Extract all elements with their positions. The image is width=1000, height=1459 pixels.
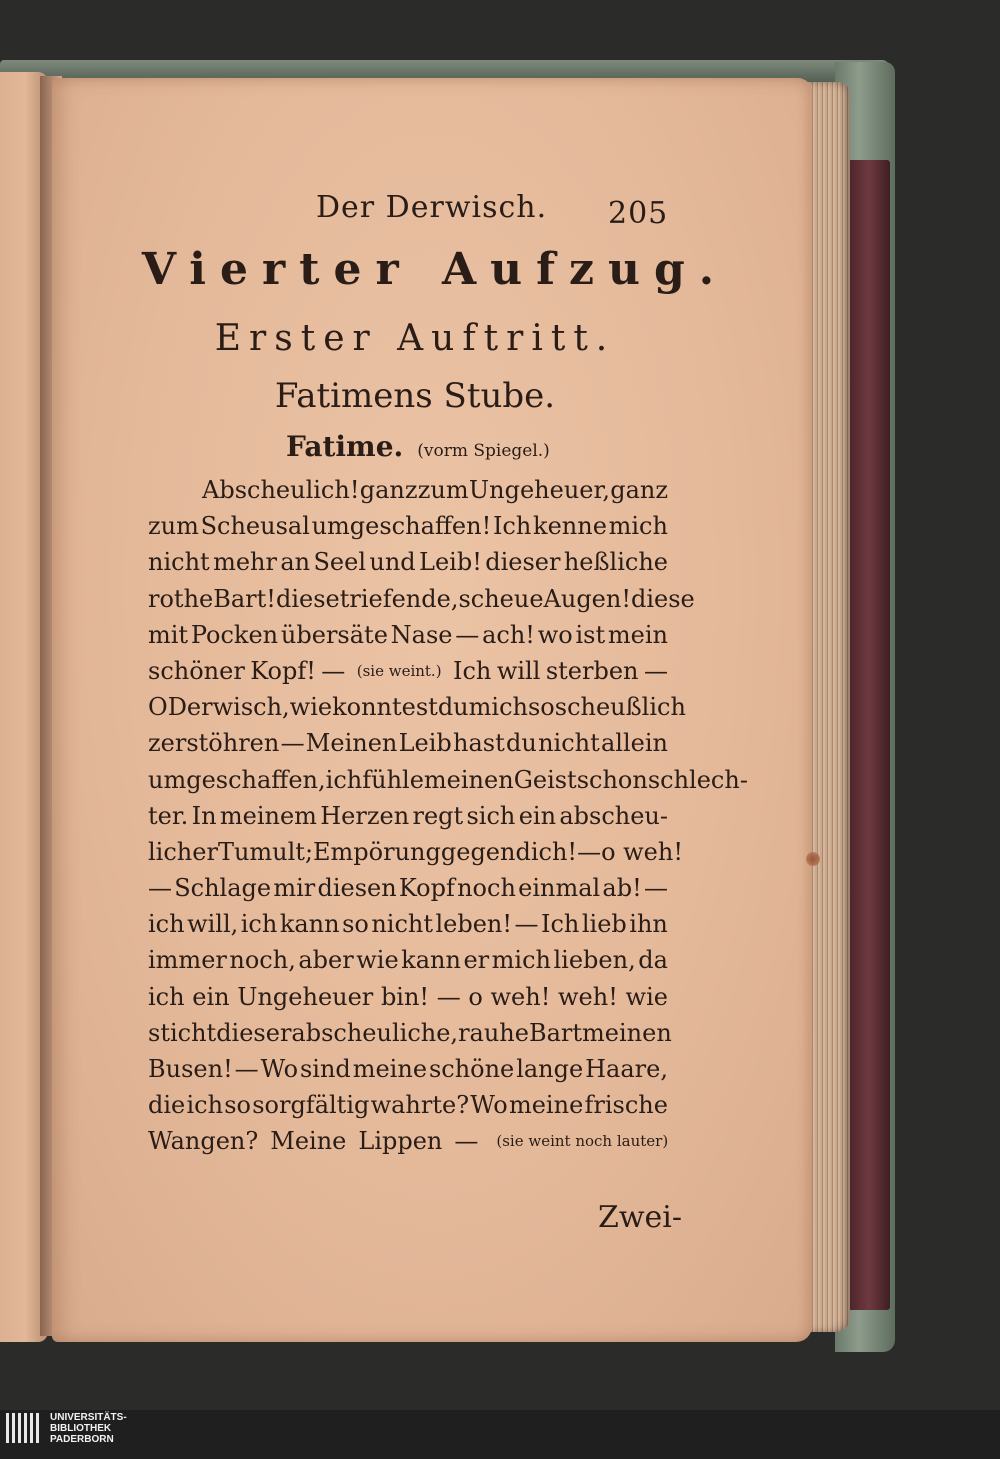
word: mein [607,620,668,649]
word: schöne [428,1055,515,1083]
word: rauhe [458,1018,529,1047]
word: ich [148,910,185,939]
word: Wo [470,1091,508,1120]
library-name-line: UNIVERSITÄTS- [50,1412,127,1423]
word: allein [600,729,668,758]
word: zerstöhren [148,729,280,758]
word: meine [352,1055,428,1083]
word: Seel [313,548,366,577]
word: ich [148,982,185,1011]
word: sticht [148,1018,217,1047]
stage-direction: (sie weint.) [356,661,442,680]
word: zum [417,476,469,504]
word: Augen! [543,584,631,613]
word: mich [468,693,528,722]
word: scheue [458,584,544,613]
word: ich [186,1091,224,1120]
word: ganz [610,476,668,504]
word: hast [453,729,505,758]
word: meinen [582,1018,672,1047]
word: — [643,656,668,685]
word: ist [575,620,606,649]
word: leben! [435,910,513,939]
word: lange [516,1055,584,1083]
word: fühle [362,765,424,794]
text-line [148,689,686,725]
word: frische [584,1091,668,1120]
word: licher [148,837,218,866]
text-line [148,1123,668,1159]
word: sorgfältig [252,1091,370,1120]
word: rothe [148,584,214,613]
word: mir [273,874,316,903]
word: Ich [453,656,492,685]
word: Nase [390,620,453,649]
word: heßliche [563,548,668,577]
word: Leib [398,729,452,758]
text-line [148,870,668,906]
word: nicht [148,548,210,577]
word: dieser [216,1018,292,1047]
word: Empörung [313,837,441,866]
word: sterben [545,656,639,685]
word: ein [518,801,557,830]
word: ach! [482,620,535,649]
word: noch [457,874,516,903]
word: — [436,982,461,1011]
word: immer [148,946,227,975]
word: ganz [359,476,418,504]
word: ich [240,910,278,939]
word: mehr [213,548,277,577]
speaker-line [286,430,550,463]
library-logo-icon [6,1413,42,1443]
word: übersäte [280,620,388,649]
word: triefende, [339,584,459,613]
word: nicht [538,729,600,758]
running-head: Der Derwisch. [316,190,548,225]
word: wie [625,982,668,1011]
text-line [148,1015,672,1051]
word: wo [537,620,573,649]
word: du [506,729,537,758]
word: — [455,620,480,649]
word: Meine [270,1127,347,1156]
word: wie [289,693,333,722]
word: ab! [602,874,642,903]
word: umgeschaffen, [148,765,326,794]
word: so [527,693,555,722]
word: Tumult; [217,837,314,866]
word: abscheuliche, [291,1018,459,1047]
word: Derwisch, [167,693,290,722]
text-line [148,834,683,870]
word: scheußlich [554,693,686,722]
word: und [369,548,416,577]
library-name [50,1412,127,1445]
scene-title: Erster Auftritt. [214,318,616,359]
word: Schlage [174,874,272,903]
word: o [468,982,483,1011]
word: wie [356,946,399,975]
text-line [148,1051,668,1087]
word: kenne [533,512,607,541]
word: Geist [513,765,577,794]
word: — [280,729,305,758]
stage-direction: (vorm Spiegel.) [417,441,550,461]
text-line [148,1087,668,1123]
text-line [148,472,668,508]
word: Bart! [213,584,276,613]
act-title: Vierter Aufzug. [141,244,729,295]
word: so [342,910,369,939]
word: Meinen [305,729,398,758]
word: meine [508,1091,584,1120]
word: Wo [260,1055,299,1083]
word: zum [148,512,199,541]
word: abscheu- [559,801,668,830]
word: ihn [629,910,668,939]
word: diesen [317,874,397,903]
word: In [191,801,217,830]
word: Ich [541,910,580,939]
word: wahrte? [370,1091,470,1120]
stage-direction: (sie weint noch lauter) [496,1132,669,1151]
scene-setting: Fatimens Stube. [274,376,556,416]
word: diese [631,584,695,613]
text-line [148,906,668,942]
page-stain [806,852,820,866]
word: sind [299,1055,351,1083]
word: mit [148,620,189,649]
word: — [577,837,602,866]
word: — [514,910,539,939]
word: einmal [518,874,601,903]
word: Scheusal [200,512,310,541]
word: mich [491,946,551,975]
word: regt [412,801,464,830]
word: schon [576,765,648,794]
word: kann [401,946,461,975]
word: meinem [219,801,317,830]
word: o weh! [601,837,683,866]
word: Ungeheuer [237,982,374,1011]
word: so [224,1091,251,1120]
word: bin! [380,982,430,1011]
word: Kopf [398,874,455,903]
text-line [148,942,668,978]
word: O [148,693,168,722]
text-line [148,508,668,544]
word: — [454,1127,479,1156]
word: — [148,874,172,903]
word: Wangen? [148,1127,259,1156]
word: Bart [528,1018,583,1047]
word: — [321,656,346,685]
word: Pocken [190,620,279,649]
word: diese [275,584,340,613]
monologue-text [148,472,748,1160]
library-footer [0,1410,1000,1459]
word: meinen [423,765,514,794]
word: da [638,946,668,975]
word: — [234,1055,259,1083]
word: du [437,693,469,722]
text-line [148,762,748,798]
word: Haare, [585,1055,668,1083]
word: Leib! [419,548,482,577]
text-line [148,798,668,834]
word: ein [192,982,230,1011]
word: — [643,874,668,903]
word: will [496,656,541,685]
word: schlech- [647,765,748,794]
word: Busen! [148,1055,233,1083]
word: dich! [515,837,578,866]
text-line [148,581,695,617]
word: lieben, [553,946,636,975]
text-line [148,979,668,1015]
word: ter. [148,801,189,830]
word: Herzen [320,801,410,830]
word: Kopf! [250,656,316,685]
word: Lippen [358,1127,443,1156]
word: die [148,1091,186,1120]
word: ich [325,765,363,794]
word: will, [187,910,239,939]
word: weh! [558,982,618,1011]
word: lieb [581,910,627,939]
word: kann [279,910,340,939]
word: er [463,946,490,975]
word: dieser [485,548,561,577]
word: Ich [492,512,532,541]
word: konntest [332,693,438,722]
library-name-line: BIBLIOTHEK [50,1423,112,1434]
text-line [148,653,668,689]
speaker-name: Fatime. [286,430,404,463]
text-line [148,617,668,653]
text-line [148,725,668,761]
word: an [280,548,311,577]
catchword: Zwei- [598,1200,683,1235]
word: schöner [148,656,245,685]
word: Abscheulich! [202,476,360,504]
page-number: 205 [608,196,669,231]
word: Ungeheuer, [468,476,610,504]
word: nicht [371,910,433,939]
text-line [148,544,668,580]
word: weh! [490,982,551,1011]
word: mich [608,512,668,541]
word: noch, [229,946,296,975]
word: sich [466,801,516,830]
word: aber [298,946,354,975]
book-spine-leather [848,160,890,1310]
word: gegen [440,837,516,866]
library-name-line: PADERBORN [50,1434,114,1445]
word: umgeschaffen! [311,512,492,541]
